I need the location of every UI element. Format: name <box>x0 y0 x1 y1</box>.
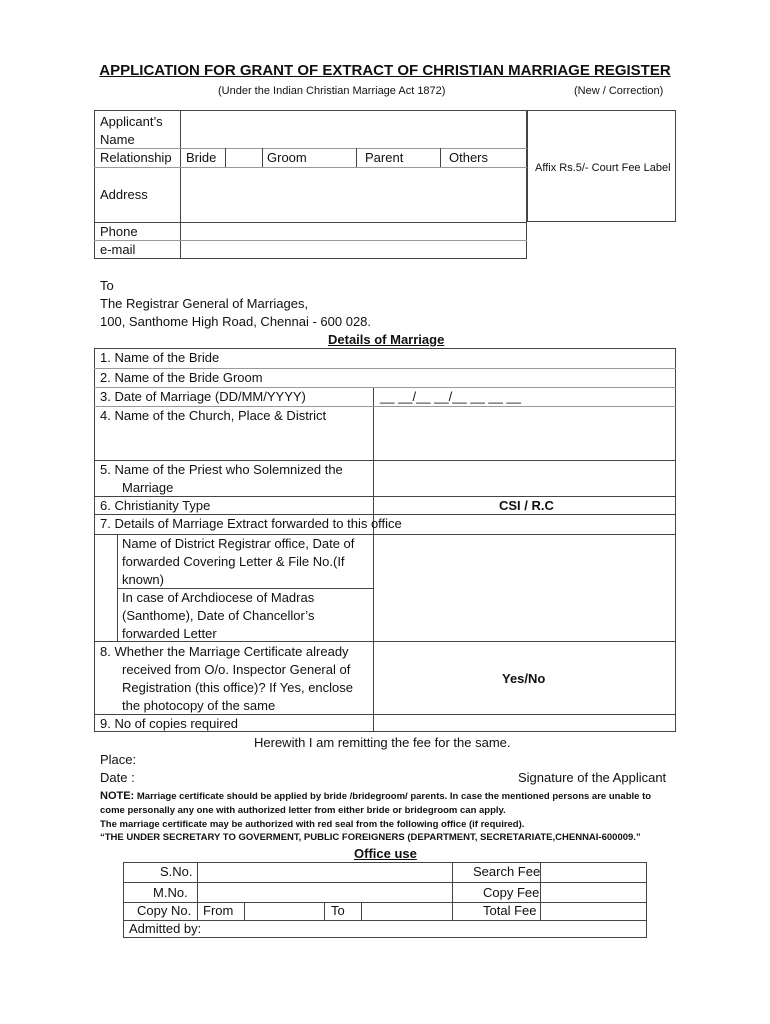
place-label: Place: <box>100 752 137 767</box>
district-registrar-field[interactable] <box>375 535 674 587</box>
to-label: To <box>100 278 114 293</box>
bride-checkbox[interactable] <box>226 149 261 166</box>
row-priest-1: 5. Name of the Priest who Solemnized the <box>100 462 343 477</box>
form-title: APPLICATION FOR GRANT OF EXTRACT OF CHRISTIAN MARRIAGE REGISTER <box>99 62 671 79</box>
address-field[interactable] <box>182 168 526 221</box>
row-copies-required: 9. No of copies required <box>100 716 239 731</box>
registrar-line-1: The Registrar General of Marriages, <box>100 296 309 311</box>
copy-no-label: Copy No. <box>137 903 192 918</box>
phone-field[interactable] <box>182 223 526 239</box>
note-line-3: The marriage certificate may be authorized with red seal from the following office (if required). <box>100 819 525 830</box>
applicant-name-field[interactable] <box>182 111 526 147</box>
new-correction-label: (New / Correction) <box>574 85 664 97</box>
signature-label: Signature of the Applicant <box>518 770 667 785</box>
address-label: Address <box>100 187 148 202</box>
option-bride[interactable]: Bride <box>186 150 217 165</box>
christianity-type-value[interactable]: CSI / R.C <box>499 498 554 513</box>
remit-text: Herewith I am remitting the fee for the same. <box>254 735 511 750</box>
row-priest-2: Marriage <box>122 480 174 495</box>
priest-field[interactable] <box>375 461 674 495</box>
row-certificate-1: 8. Whether the Marriage Certificate already <box>100 644 349 659</box>
from-label: From <box>203 903 234 918</box>
applicant-label-1: Applicant’s <box>100 114 163 129</box>
row-certificate-4: the photocopy of the same <box>122 698 276 713</box>
church-field[interactable] <box>375 407 674 459</box>
sno-label: S.No. <box>160 864 193 879</box>
row-extract-details: 7. Details of Marriage Extract forwarded to this office <box>100 516 402 531</box>
relationship-label: Relationship <box>100 150 172 165</box>
archdiocese-field[interactable] <box>375 589 674 640</box>
admitted-by-label: Admitted by: <box>129 921 202 936</box>
district-registrar-line-1: Name of District Registrar office, Date of <box>122 536 355 551</box>
option-parent[interactable]: Parent <box>365 150 404 165</box>
row-certificate-3: Registration (this office)? If Yes, enclose <box>122 680 353 695</box>
district-registrar-line-2: forwarded Covering Letter & File No.(If <box>122 554 345 569</box>
to-copy-label: To <box>331 903 345 918</box>
row-certificate-2: received from O/o. Inspector General of <box>122 662 351 677</box>
email-field[interactable] <box>182 241 526 258</box>
groom-name-field[interactable] <box>274 369 674 386</box>
mno-label: M.No. <box>153 885 188 900</box>
bride-name-field[interactable] <box>232 349 674 367</box>
date-of-marriage-field[interactable]: __ __/__ __/__ __ __ __ <box>380 389 521 404</box>
row-christianity-type: 6. Christianity Type <box>100 498 211 513</box>
search-fee-label: Search Fee <box>473 864 541 879</box>
note-line-1-text: Marriage certificate should be applied by bride /bridegroom/ parents. In case the mentioned persons are unable to <box>134 791 652 802</box>
row-groom-name: 2. Name of the Bride Groom <box>100 370 263 385</box>
copy-fee-label: Copy Fee <box>483 885 540 900</box>
office-use-heading: Office use <box>354 846 417 861</box>
row-church: 4. Name of the Church, Place & District <box>100 408 327 423</box>
total-fee-label: Total Fee <box>483 903 537 918</box>
applicant-label-2: Name <box>100 132 135 147</box>
office-use-table <box>123 862 647 938</box>
row-date-of-marriage: 3. Date of Marriage (DD/MM/YYYY) <box>100 389 306 404</box>
copies-required-field[interactable] <box>375 715 674 731</box>
row-bride-name: 1. Name of the Bride <box>100 350 220 365</box>
district-registrar-line-3: known) <box>122 572 164 587</box>
option-others[interactable]: Others <box>449 150 489 165</box>
email-label: e-mail <box>100 242 136 257</box>
note-line-4: “THE UNDER SECRETARY TO GOVERMENT, PUBLIC FOREIGNERS (DEPARTMENT, SECRETARIATE,CHENNAI-600009.” <box>100 832 641 843</box>
date-label: Date : <box>100 770 135 785</box>
phone-label: Phone <box>100 224 138 239</box>
archdiocese-line-3: forwarded Letter <box>122 626 217 641</box>
archdiocese-line-2: (Santhome), Date of Chancellor’s <box>122 608 315 623</box>
archdiocese-line-1: In case of Archdiocese of Madras <box>122 590 315 605</box>
note-line-2: come personally any one with authorized letter from either bride or bridegroom can apply. <box>100 805 506 816</box>
option-groom[interactable]: Groom <box>267 150 307 165</box>
details-heading: Details of Marriage <box>328 332 445 347</box>
note-label: NOTE: <box>100 790 135 802</box>
form-subtitle: (Under the Indian Christian Marriage Act 1872) <box>218 85 446 97</box>
court-fee-label: Affix Rs.5/- Court Fee Label <box>535 162 671 174</box>
registrar-line-2: 100, Santhome High Road, Chennai - 600 028. <box>100 314 372 329</box>
certificate-yes-no[interactable]: Yes/No <box>502 671 546 686</box>
